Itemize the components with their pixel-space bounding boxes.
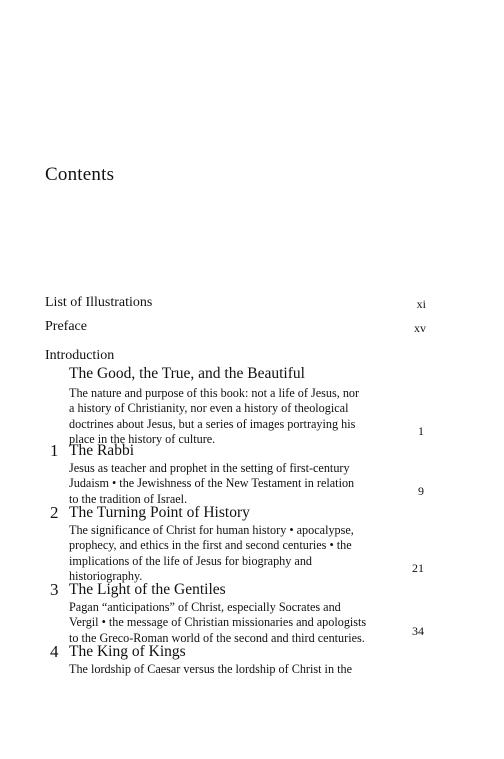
chapter-page: 1 (418, 424, 424, 438)
chapter-description (69, 523, 391, 585)
description-line: prophecy, and ethics in the first and second centuries • the (69, 538, 352, 553)
description-line: historiography. (69, 569, 143, 584)
description-line: The significance of Christ for human history • apocalypse, (69, 523, 354, 537)
chapter-description (69, 600, 391, 646)
chapter-heading (45, 580, 424, 600)
description-line: The nature and purpose of this book: not a life of Jesus, nor (69, 386, 360, 400)
description-line: a history of Christianity, nor even a history of theological (69, 401, 349, 416)
chapter-page: 34 (412, 624, 424, 638)
toc-entry-preface[interactable] (45, 318, 426, 335)
description-line: Pagan “anticipations” of Christ, especially Socrates and (69, 600, 341, 614)
chapter-number: 1 (50, 441, 59, 460)
description-line: to the tradition of Israel. (69, 491, 188, 506)
description-line: place in the history of culture. (69, 432, 216, 447)
chapter-page: 21 (412, 561, 424, 575)
introduction-label: Introduction (45, 348, 115, 363)
description-line: Vergil • the message of Christian missionaries and apologists (69, 615, 367, 630)
chapter-title: The Good, the True, and the Beautiful (69, 365, 305, 382)
chapter-title: The Turning Point of History (69, 504, 250, 521)
chapter-heading (45, 642, 424, 662)
description-line: implications of the life of Jesus for biography and (69, 553, 313, 568)
chapter-heading (45, 503, 424, 523)
description-line: to the Greco-Roman world of the second and third centuries. (69, 630, 365, 645)
chapter-number: 4 (50, 642, 59, 661)
toc-chapter-2[interactable] (45, 503, 424, 585)
chapter-description (69, 461, 391, 507)
description-line: doctrines about Jesus, but a series of images portraying his (69, 416, 356, 431)
toc-entry-page: xv (414, 321, 426, 335)
toc-entry-title: List of Illustrations (45, 295, 153, 310)
chapter-description (69, 662, 391, 677)
toc-chapter-1[interactable] (45, 441, 424, 507)
chapter-heading (45, 441, 424, 461)
description-line: Jesus as teacher and prophet in the setting of first-century (69, 461, 350, 475)
chapter-heading (45, 364, 424, 384)
toc-entry-title: Preface (45, 319, 87, 334)
chapter-title: The Light of the Gentiles (69, 581, 226, 598)
chapter-title: The King of Kings (69, 643, 186, 660)
chapter-page: 9 (418, 484, 424, 498)
toc-entry-list-of-illustrations[interactable] (45, 294, 426, 311)
chapter-number: 2 (50, 503, 59, 522)
page-title: Contents (45, 164, 115, 185)
description-line: Judaism • the Jewishness of the New Testament in relation (69, 476, 355, 491)
toc-entry-page: xi (416, 297, 426, 311)
chapter-number: 3 (50, 580, 59, 599)
chapter-description (69, 386, 391, 448)
toc-chapter-3[interactable] (45, 580, 424, 646)
chapter-title: The Rabbi (69, 442, 134, 459)
toc-chapter-4[interactable] (45, 642, 424, 677)
toc-chapter-introduction[interactable] (45, 364, 424, 448)
description-line: The lordship of Caesar versus the lordship of Christ in the (69, 662, 352, 676)
